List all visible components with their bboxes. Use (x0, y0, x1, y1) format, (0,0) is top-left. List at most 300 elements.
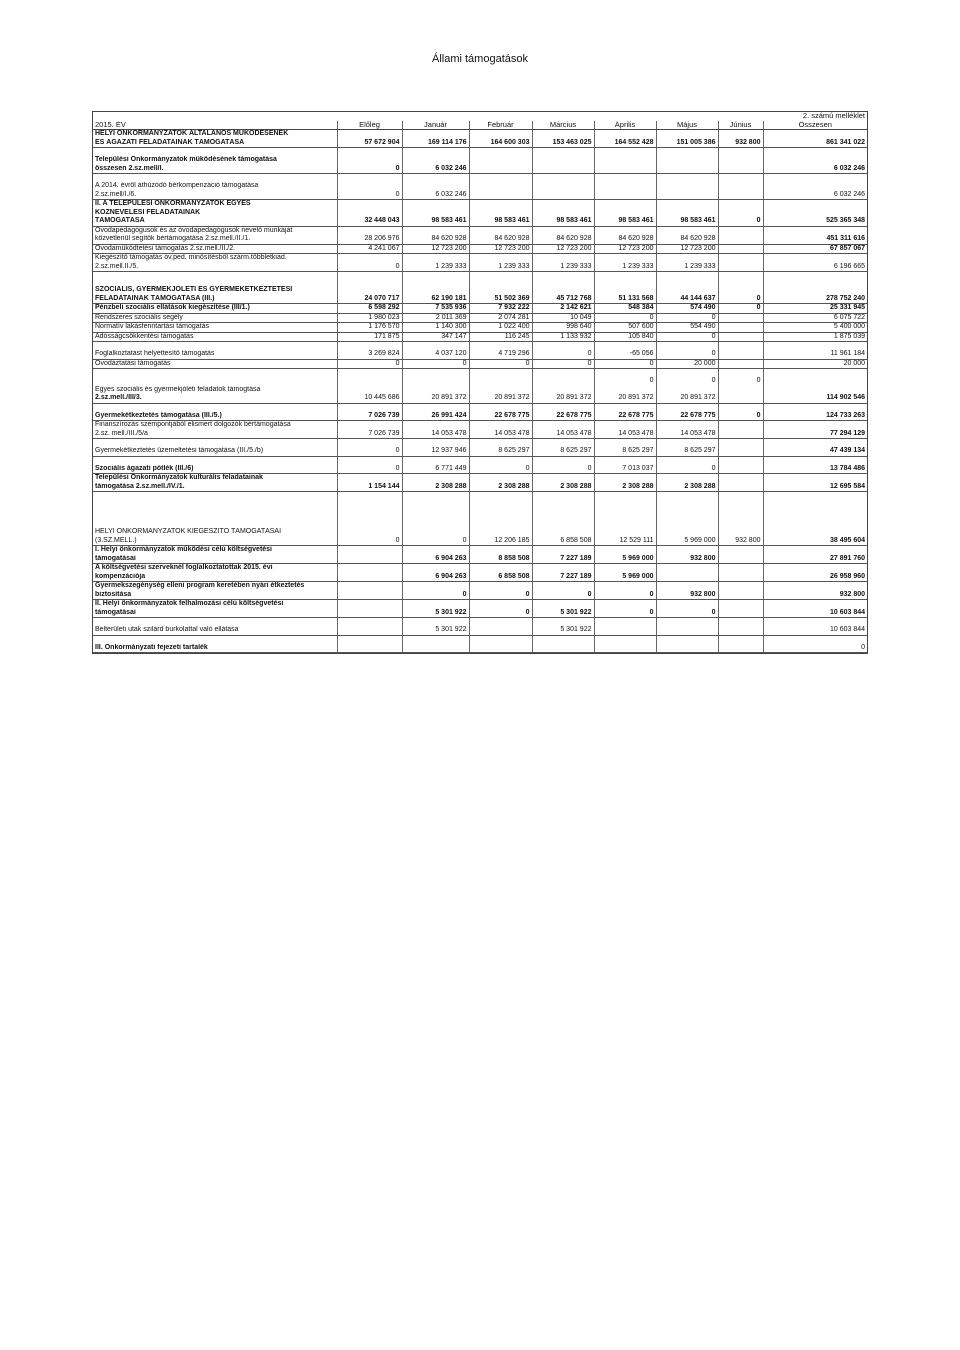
cell-value: 0 (656, 332, 718, 342)
spacer-row (93, 369, 867, 378)
spacer-row (93, 174, 867, 183)
cell-value (718, 644, 763, 653)
cell-value: 932 800 (656, 591, 718, 600)
cell-value: 7 026 739 (337, 412, 402, 421)
cell-value: 22 678 775 (532, 412, 594, 421)
spacer-row (93, 492, 867, 507)
table-row (93, 377, 867, 386)
cell-value: 14 053 478 (594, 430, 656, 439)
cell-value (532, 644, 594, 653)
cell-value: 10 603 844 (763, 626, 867, 635)
row-label: Rendszeres szociális segély (93, 313, 337, 323)
table-row (93, 263, 867, 272)
cell-value: 8 625 297 (656, 447, 718, 456)
cell-value: 47 439 134 (763, 447, 867, 456)
annex-row (93, 112, 867, 121)
row-label: ÉS ÁGAZATI FELADATAINAK TÁMOGATÁSA (93, 139, 337, 148)
table-row (93, 191, 867, 200)
cell-value: 5 301 922 (402, 626, 469, 635)
table-row (93, 537, 867, 546)
cell-value: 10 445 686 (337, 394, 402, 403)
cell-value: 0 (594, 591, 656, 600)
cell-value: 347 147 (402, 332, 469, 342)
cell-value: 0 (532, 350, 594, 359)
cell-value: 0 (594, 609, 656, 618)
cell-value: 98 583 461 (594, 217, 656, 226)
cell-value: 1 239 333 (469, 263, 532, 272)
cell-value: 6 598 292 (337, 304, 402, 314)
cell-value: 84 620 928 (469, 235, 532, 244)
cell-value: 32 448 043 (337, 217, 402, 226)
cell-value: 2 011 369 (402, 313, 469, 323)
cell-value (718, 191, 763, 200)
cell-value: 932 800 (763, 591, 867, 600)
cell-value: 8 625 297 (532, 447, 594, 456)
year-header: 2015. ÉV (93, 121, 337, 130)
row-label: II. A TELEPÜLÉSI ÖNKORMÁNYZATOK EGYES (93, 200, 337, 209)
row-label: Gyermekétkeztetés üzemeltetési támogatása (III./5./b) (93, 447, 337, 456)
spacer-row (93, 520, 867, 528)
table-row (93, 626, 867, 635)
cell-value (469, 644, 532, 653)
row-label-line (93, 600, 867, 609)
cell-value: 6 904 263 (402, 555, 469, 564)
cell-value: 6 858 508 (532, 537, 594, 546)
cell-value: 0 (594, 377, 656, 386)
row-label-line (93, 156, 867, 165)
cell-value: 26 991 424 (402, 412, 469, 421)
cell-value: -65 056 (594, 350, 656, 359)
cell-value: 1 022 400 (469, 323, 532, 333)
cell-value: 3 269 824 (337, 350, 402, 359)
row-label: 2.sz.mell.II./5. (93, 263, 337, 272)
cell-value (402, 644, 469, 653)
annex-label: 2. számú melléklet (802, 112, 866, 120)
cell-value: 1 176 570 (337, 323, 402, 333)
row-label: Gyermekszegénység elleni program keretében nyári étkeztetés (93, 582, 337, 591)
row-label: Adósságcsökkentési támogatás (93, 332, 337, 342)
cell-value: 0 (656, 350, 718, 359)
table-row (93, 483, 867, 492)
row-label-line (93, 564, 867, 573)
row-label: A költségvetési szerveknél foglalkoztatottak 2015. évi (93, 564, 337, 573)
cell-value: 6 904 263 (402, 573, 469, 582)
cell-value (718, 626, 763, 635)
row-label: közvetlenül segítők bértámogatása 2.sz.mell./II./1. (93, 235, 337, 244)
cell-value: 12 206 185 (469, 537, 532, 546)
table-row (93, 609, 867, 618)
cell-value: 20 891 372 (532, 394, 594, 403)
cell-value: 0 (656, 377, 718, 386)
cell-value (718, 235, 763, 244)
cell-value: 169 114 176 (402, 139, 469, 148)
cell-value: 2 308 288 (594, 483, 656, 492)
cell-value: 24 070 717 (337, 295, 402, 304)
row-label: Települési Önkormányzatok működésének támogatása (93, 156, 337, 165)
cell-value: 0 (656, 313, 718, 323)
row-label: biztosítása (93, 591, 337, 600)
row-label: (3.SZ.MELL.) (93, 537, 337, 546)
cell-value: 0 (402, 537, 469, 546)
row-label: Finanszírozás szempontjából elismert dolgozók bértámogatása (93, 421, 337, 430)
row-label: KÖZNEVELÉSI FELADATAINAK (93, 209, 337, 218)
cell-value: 1 980 023 (337, 313, 402, 323)
col-header: Január (402, 121, 469, 130)
cell-value (469, 191, 532, 200)
spacer-row (93, 456, 867, 465)
table-row (93, 447, 867, 456)
cell-value: 451 311 616 (763, 235, 867, 244)
cell-value: 116 245 (469, 332, 532, 342)
cell-value (718, 555, 763, 564)
cell-value (763, 377, 867, 386)
cell-value (532, 377, 594, 386)
cell-value: 12 723 200 (594, 244, 656, 254)
row-label: támogatása 2.sz.mell./IV./1. (93, 483, 337, 492)
row-label: II. Helyi önkormányzatok felhalmozási célú költségvetési (93, 600, 337, 609)
cell-value: 0 (532, 591, 594, 600)
cell-value: 12 723 200 (656, 244, 718, 254)
cell-value: 0 (594, 359, 656, 369)
cell-value (469, 377, 532, 386)
row-label: HELYI ÖNKORMÁNYZATOK KIEGÉSZÍTŐ TÁMOGATÁSAI (93, 528, 337, 537)
cell-value: 0 (718, 412, 763, 421)
cell-value: 1 154 144 (337, 483, 402, 492)
cell-value: 1 140 300 (402, 323, 469, 333)
row-label-line (93, 421, 867, 430)
cell-value (337, 573, 402, 582)
cell-value: 8 625 297 (469, 447, 532, 456)
table-row (93, 244, 867, 254)
table-row (93, 591, 867, 600)
cell-value: 0 (763, 644, 867, 653)
cell-value: 574 490 (656, 304, 718, 314)
cell-value: 153 463 025 (532, 139, 594, 148)
cell-value: 164 552 428 (594, 139, 656, 148)
cell-value: 6 032 246 (763, 165, 867, 174)
cell-value: 998 640 (532, 323, 594, 333)
cell-value (337, 609, 402, 618)
cell-value: 0 (337, 165, 402, 174)
cell-value: 0 (337, 537, 402, 546)
cell-value: 6 032 246 (402, 191, 469, 200)
cell-value: 0 (594, 313, 656, 323)
cell-value: 507 600 (594, 323, 656, 333)
cell-value: 0 (469, 591, 532, 600)
cell-value (718, 609, 763, 618)
cell-value: 0 (337, 263, 402, 272)
row-label: A 2014. évről áthúzódó bérkompenzáció támogatása (93, 182, 337, 191)
cell-value: 11 961 184 (763, 350, 867, 359)
cell-value: 171 875 (337, 332, 402, 342)
cell-value (337, 626, 402, 635)
row-label-line (93, 474, 867, 483)
cell-value (718, 165, 763, 174)
row-label: összesen 2.sz.mell/I. (93, 165, 337, 174)
row-label: I. Helyi önkormányzatok működési célú költségvetési (93, 546, 337, 555)
table-row (93, 573, 867, 582)
table-row (93, 412, 867, 421)
col-header: Április (594, 121, 656, 130)
table-row (93, 165, 867, 174)
cell-value: 5 301 922 (532, 626, 594, 635)
row-label: támogatásai (93, 555, 337, 564)
table-row (93, 304, 867, 314)
cell-value: 7 227 189 (532, 555, 594, 564)
table-row (93, 350, 867, 359)
cell-value (718, 465, 763, 474)
cell-value: 7 013 037 (594, 465, 656, 474)
cell-value (469, 626, 532, 635)
row-label: Szociális ágazati pótlék (III./6) (93, 465, 337, 474)
cell-value: 45 712 768 (532, 295, 594, 304)
cell-value (718, 394, 763, 403)
spacer-row (93, 439, 867, 448)
row-label: SZOCIÁLIS, GYERMEKJÓLÉTI ÉS GYERMEKÉTKEZTETÉSI (93, 286, 337, 295)
page-title: Állami támogatások (432, 53, 528, 65)
cell-value: 0 (532, 359, 594, 369)
cell-value: 98 583 461 (532, 217, 594, 226)
cell-value: 2 142 621 (532, 304, 594, 314)
table-row (93, 235, 867, 244)
table-row (93, 139, 867, 148)
cell-value: 6 196 665 (763, 263, 867, 272)
row-label (93, 377, 337, 386)
cell-value (594, 644, 656, 653)
cell-value: 38 495 604 (763, 537, 867, 546)
cell-value: 548 384 (594, 304, 656, 314)
data-table (93, 112, 867, 653)
cell-value: 861 341 022 (763, 139, 867, 148)
cell-value (337, 377, 402, 386)
cell-value: 57 672 904 (337, 139, 402, 148)
row-label: 2.sz.mell/I./6. (93, 191, 337, 200)
cell-value: 1 133 932 (532, 332, 594, 342)
cell-value: 14 053 478 (469, 430, 532, 439)
col-header: Június (718, 121, 763, 130)
cell-value: 525 365 348 (763, 217, 867, 226)
cell-value: 12 723 200 (532, 244, 594, 254)
cell-value: 4 719 296 (469, 350, 532, 359)
cell-value (718, 591, 763, 600)
row-label-line (93, 254, 867, 263)
cell-value: 84 620 928 (402, 235, 469, 244)
cell-value: 22 678 775 (594, 412, 656, 421)
cell-value: 20 891 372 (594, 394, 656, 403)
cell-value: 0 (718, 304, 763, 314)
cell-value: 84 620 928 (656, 235, 718, 244)
cell-value (718, 323, 763, 333)
cell-value (337, 644, 402, 653)
cell-value: 5 969 000 (594, 573, 656, 582)
row-label: Pénzbeli szociális ellátások kiegészítése (III/1.) (93, 304, 337, 314)
col-header: Február (469, 121, 532, 130)
cell-value: 12 723 200 (469, 244, 532, 254)
cell-value: 12 529 111 (594, 537, 656, 546)
cell-value: 8 625 297 (594, 447, 656, 456)
cell-value: 12 937 946 (402, 447, 469, 456)
row-label: támogatásai (93, 609, 337, 618)
cell-value: 5 969 000 (594, 555, 656, 564)
cell-value (656, 644, 718, 653)
cell-value: 5 969 000 (656, 537, 718, 546)
row-label: FELADATAINAK TÁMOGATÁSA (III.) (93, 295, 337, 304)
spacer-row (93, 635, 867, 644)
cell-value: 0 (337, 447, 402, 456)
cell-value (718, 359, 763, 369)
table-row (93, 313, 867, 323)
header-row (93, 121, 867, 130)
cell-value: 0 (656, 609, 718, 618)
col-header: Március (532, 121, 594, 130)
row-label-line (93, 286, 867, 295)
cell-value: 20 891 372 (469, 394, 532, 403)
cell-value: 0 (656, 465, 718, 474)
table-row (93, 332, 867, 342)
row-label-line (93, 582, 867, 591)
row-label: Óvodaműködtetési támogatás 2.sz.mell./II./2. (93, 244, 337, 254)
cell-value: 98 583 461 (656, 217, 718, 226)
row-label: TÁMOGATÁSA (93, 217, 337, 226)
row-label: Normatív lakásfenntartási támogatás (93, 323, 337, 333)
row-label: Óvodapedagógusok és az óvodapedagógusok nevelő munkáját (93, 226, 337, 235)
row-label: 2.sz. mell./III./5/a (93, 430, 337, 439)
cell-value: 4 241 067 (337, 244, 402, 254)
cell-value: 84 620 928 (594, 235, 656, 244)
cell-value: 20 000 (656, 359, 718, 369)
row-label-line (93, 209, 867, 218)
table-row (93, 555, 867, 564)
cell-value: 2 308 288 (532, 483, 594, 492)
cell-value: 51 502 369 (469, 295, 532, 304)
cell-value: 1 875 039 (763, 332, 867, 342)
cell-value: 62 190 181 (402, 295, 469, 304)
cell-value (718, 263, 763, 272)
cell-value: 5 301 922 (532, 609, 594, 618)
row-label-line (93, 528, 867, 537)
cell-value (656, 573, 718, 582)
cell-value: 14 053 478 (532, 430, 594, 439)
cell-value (656, 165, 718, 174)
cell-value (656, 626, 718, 635)
cell-value (402, 377, 469, 386)
row-label: Óvodáztatási támogatás (93, 359, 337, 369)
row-label: HELYI ÖNKORMÁNYZATOK ÁLTALÁNOS MŰKÖDÉSÉNEK (93, 130, 337, 139)
row-label: III. Önkormányzati fejezeti tartalék (93, 644, 337, 653)
cell-value: 0 (402, 359, 469, 369)
row-label-line (93, 546, 867, 555)
cell-value: 14 053 478 (402, 430, 469, 439)
cell-value: 22 678 775 (656, 412, 718, 421)
cell-value: 0 (718, 217, 763, 226)
cell-value: 28 206 976 (337, 235, 402, 244)
cell-value (594, 626, 656, 635)
table-row (93, 295, 867, 304)
cell-value: 2 308 288 (469, 483, 532, 492)
cell-value: 7 227 189 (532, 573, 594, 582)
cell-value (656, 191, 718, 200)
cell-value (337, 555, 402, 564)
spacer-row (93, 618, 867, 627)
cell-value (718, 573, 763, 582)
cell-value: 7 932 222 (469, 304, 532, 314)
cell-value: 0 (337, 465, 402, 474)
cell-value: 554 490 (656, 323, 718, 333)
cell-value (337, 591, 402, 600)
row-label: Kiegészítő támogatás óv.ped. minősítésből szárm.többletkiad. (93, 254, 337, 263)
cell-value: 0 (532, 465, 594, 474)
row-label: Egyes szociális és gyermekjóléti feladatok támogtása (93, 386, 337, 395)
row-label-line (93, 226, 867, 235)
cell-value (718, 350, 763, 359)
cell-value: 0 (402, 591, 469, 600)
spacer-row (93, 506, 867, 520)
cell-value: 5 400 000 (763, 323, 867, 333)
cell-value: 98 583 461 (469, 217, 532, 226)
grant-table (92, 111, 868, 654)
cell-value: 20 000 (763, 359, 867, 369)
cell-value (532, 165, 594, 174)
cell-value: 105 840 (594, 332, 656, 342)
table-row (93, 394, 867, 403)
cell-value: 20 891 372 (402, 394, 469, 403)
cell-value: 1 239 333 (656, 263, 718, 272)
cell-value: 6 771 449 (402, 465, 469, 474)
cell-value (718, 447, 763, 456)
cell-value: 12 723 200 (402, 244, 469, 254)
cell-value: 6 858 508 (469, 573, 532, 582)
cell-value: 2 308 288 (402, 483, 469, 492)
cell-value: 6 032 246 (402, 165, 469, 174)
cell-value: 20 891 372 (656, 394, 718, 403)
table-row (93, 359, 867, 369)
cell-value: 4 037 120 (402, 350, 469, 359)
cell-value: 44 144 637 (656, 295, 718, 304)
row-label-line (93, 130, 867, 139)
cell-value: 25 331 945 (763, 304, 867, 314)
cell-value: 6 032 246 (763, 191, 867, 200)
cell-value: 0 (718, 377, 763, 386)
cell-value (718, 483, 763, 492)
cell-value: 932 800 (656, 555, 718, 564)
cell-value: 98 583 461 (402, 217, 469, 226)
cell-value: 1 239 333 (402, 263, 469, 272)
table-row (93, 465, 867, 474)
row-label-line (93, 386, 867, 395)
cell-value: 2 074 281 (469, 313, 532, 323)
cell-value: 124 733 263 (763, 412, 867, 421)
row-label: Foglalkoztatást helyettesítő támogatás (93, 350, 337, 359)
cell-value: 932 800 (718, 537, 763, 546)
cell-value: 0 (337, 191, 402, 200)
spacer-row (93, 403, 867, 412)
cell-value (469, 165, 532, 174)
cell-value: 0 (469, 465, 532, 474)
row-label: Belterületi utak szilárd burkolattal való ellátása (93, 626, 337, 635)
cell-value: 1 239 333 (532, 263, 594, 272)
cell-value (594, 165, 656, 174)
spacer-row (93, 148, 867, 157)
cell-value: 2 308 288 (656, 483, 718, 492)
table-row (93, 217, 867, 226)
cell-value: 151 005 386 (656, 139, 718, 148)
row-label: Gyermekétkeztetés támogatása (III./5.) (93, 412, 337, 421)
row-label-line (93, 200, 867, 209)
cell-value: 8 858 508 (469, 555, 532, 564)
col-header: Május (656, 121, 718, 130)
cell-value: 0 (469, 359, 532, 369)
col-header: Előleg (337, 121, 402, 130)
